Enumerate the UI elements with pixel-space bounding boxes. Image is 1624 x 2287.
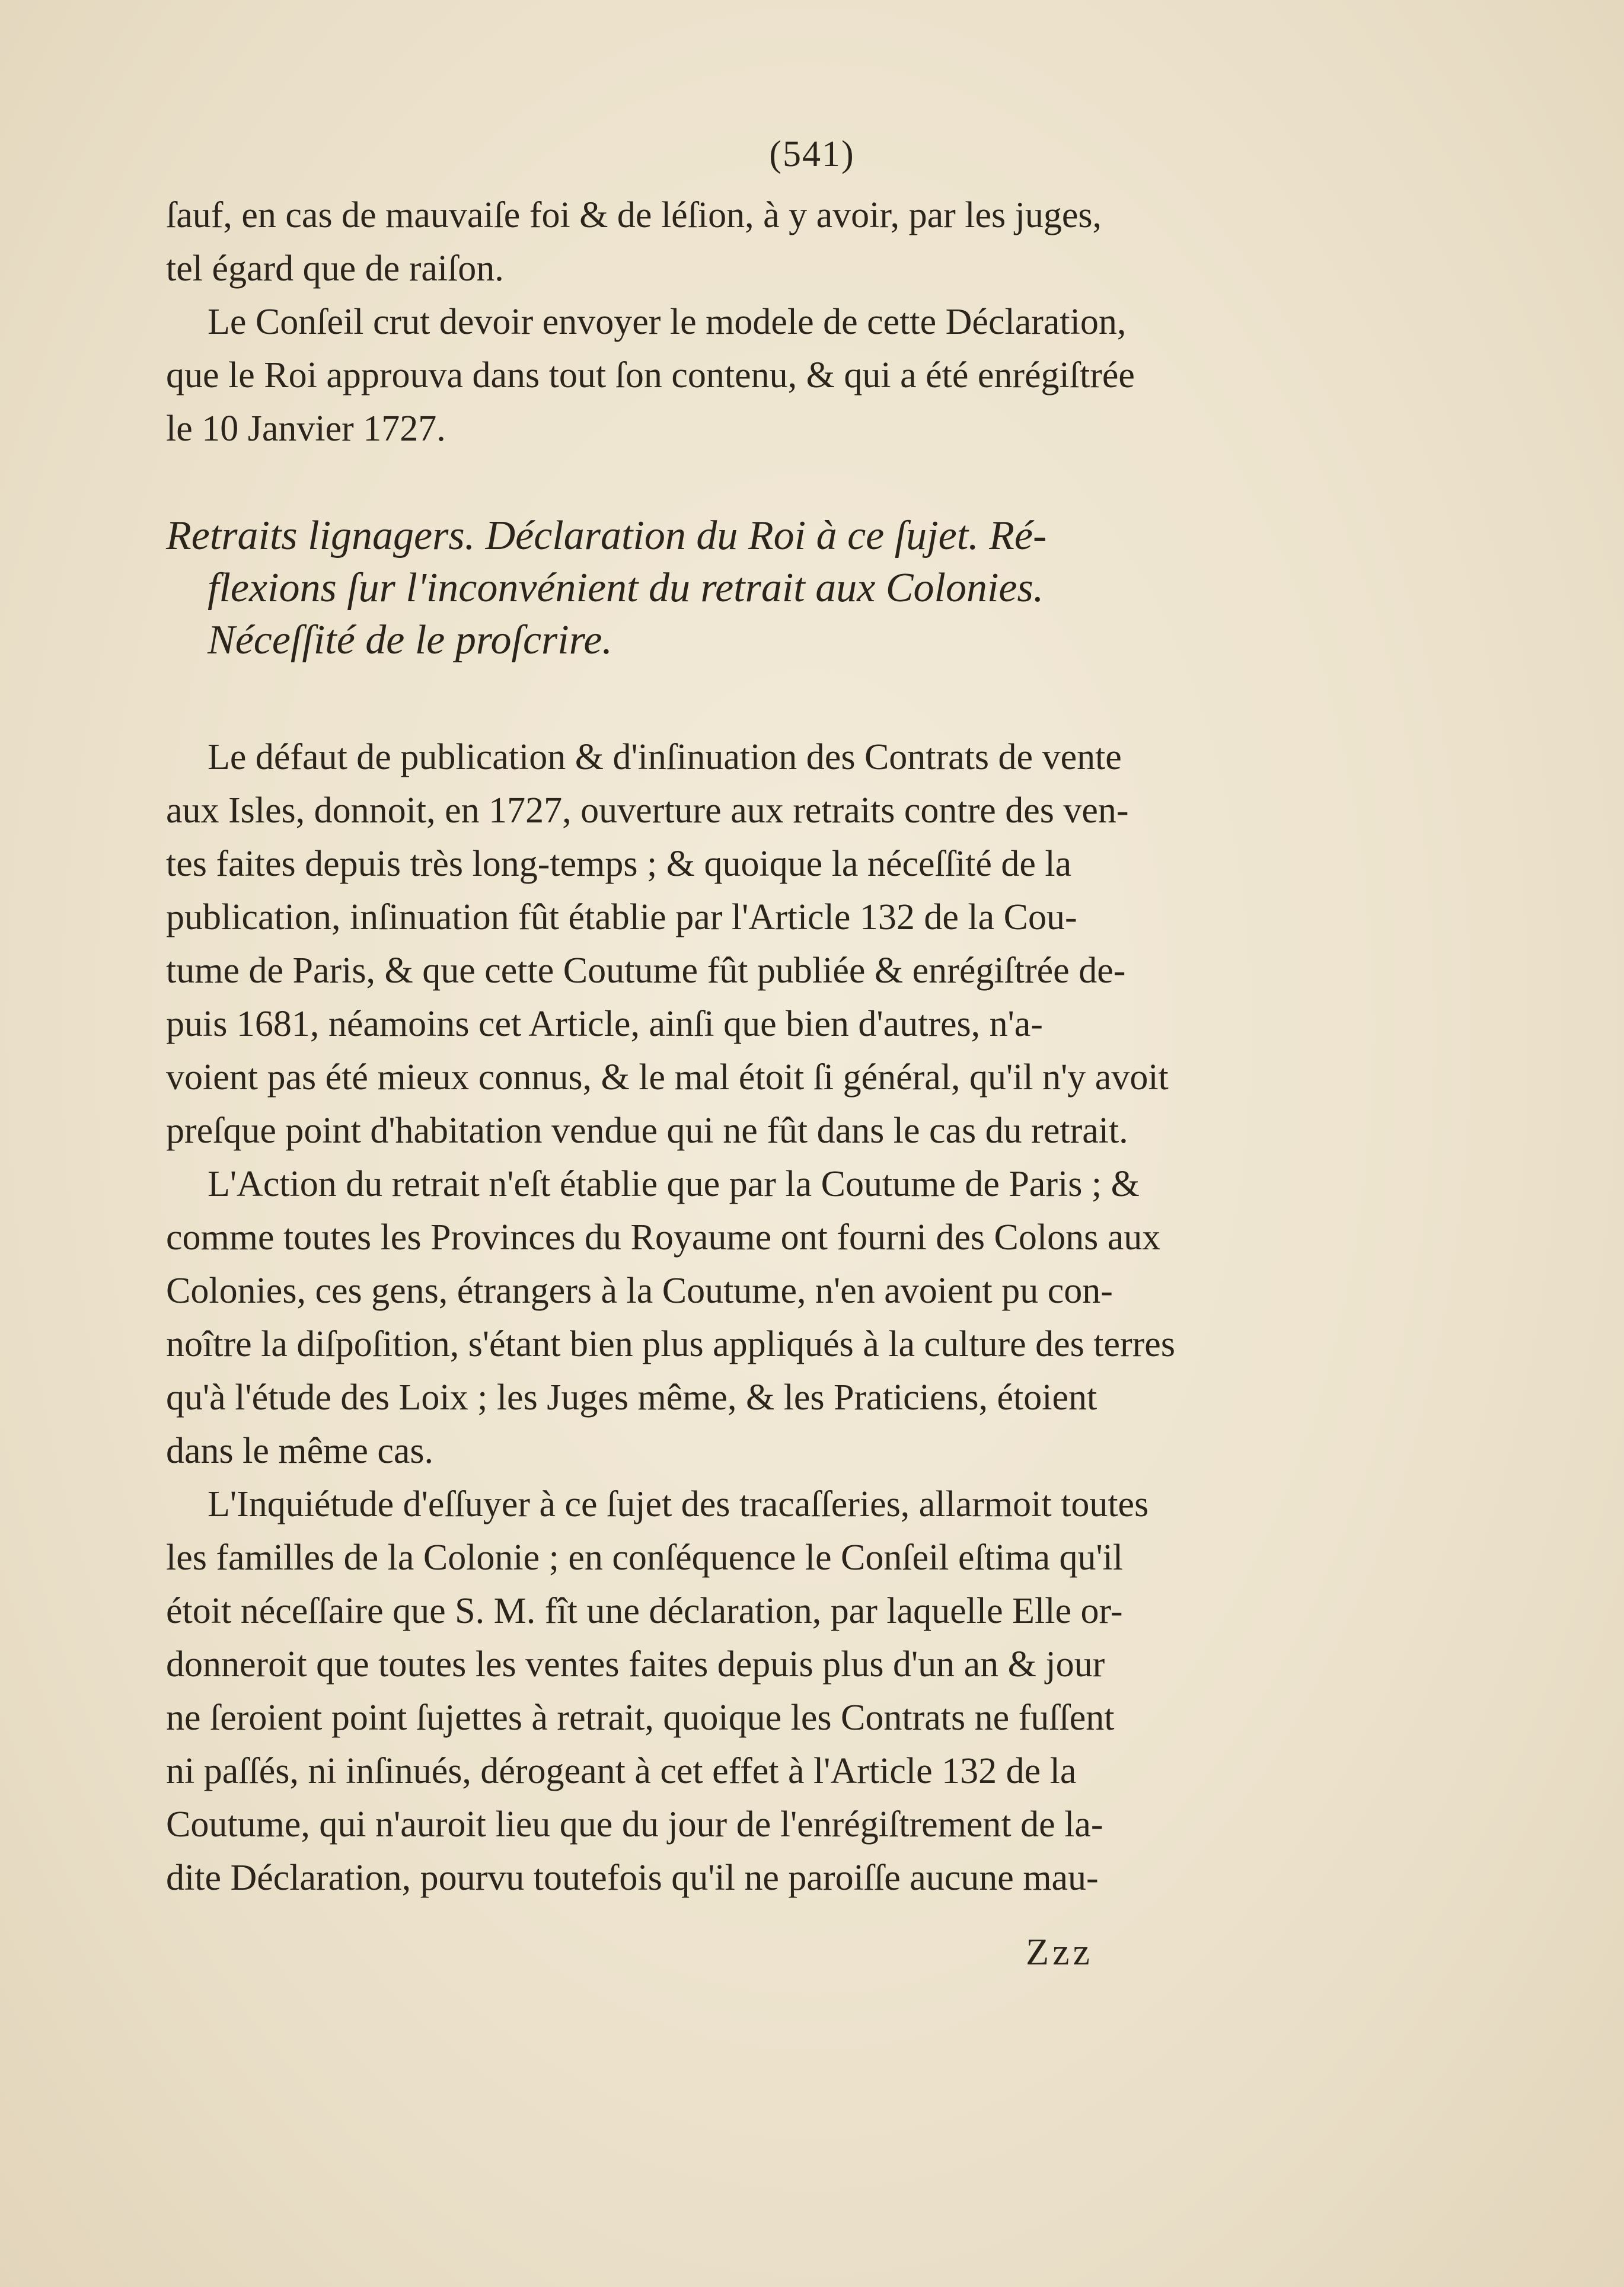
- body-text: [166, 731, 1346, 1905]
- text-line: voient pas été mieux connus, & le mal étoit ſi général, qu'il n'y avoit: [166, 1057, 1169, 1098]
- text-line: Le Conſeil crut devoir envoyer le modele de cette Déclaration,: [208, 302, 1127, 342]
- text-line: les familles de la Colonie ; en conſéquence le Conſeil eſtima qu'il: [166, 1538, 1124, 1578]
- text-line: publication, inſinuation fût établie par l'Article 132 de la Cou-: [166, 897, 1077, 937]
- text-line: ſauf, en cas de mauvaiſe foi & de léſion, à y avoir, par les juges,: [166, 195, 1102, 235]
- intro-paragraph-1: [166, 189, 1346, 295]
- text-line: Coutume, qui n'auroit lieu que du jour de l'enrégiſtrement de la-: [166, 1804, 1103, 1845]
- text-line: puis 1681, néamoins cet Article, ainſi que bien d'autres, n'a-: [166, 1004, 1043, 1044]
- text-line: aux Isles, donnoit, en 1727, ouverture aux retraits contre des ven-: [166, 790, 1129, 831]
- text-line: le 10 Janvier 1727.: [166, 409, 446, 449]
- text-line: ne ſeroient point ſujettes à retrait, quoique les Contrats ne fuſſent: [166, 1698, 1115, 1738]
- intro-text: [166, 189, 1346, 455]
- text-line: tel égard que de raiſon.: [166, 248, 504, 289]
- text-line: L'Action du retrait n'eſt établie que par la Coutume de Paris ; &: [208, 1164, 1140, 1204]
- text-line: Colonies, ces gens, étrangers à la Coutume, n'en avoient pu con-: [166, 1271, 1113, 1311]
- section-heading: [166, 510, 1346, 666]
- body-paragraph-1: [166, 731, 1346, 1157]
- page-number: (541): [769, 134, 855, 174]
- heading-line: Retraits lignagers. Déclaration du Roi à ce ſujet. Ré-: [166, 513, 1047, 559]
- heading-line: flexions ſur l'inconvénient du retrait aux Colonies.: [208, 565, 1044, 611]
- text-line: qu'à l'étude des Loix ; les Juges même, & les Praticiens, étoient: [166, 1377, 1097, 1418]
- body-paragraph-2: [166, 1157, 1346, 1478]
- text-line: dans le même cas.: [166, 1431, 434, 1471]
- text-line: L'Inquiétude d'eſſuyer à ce ſujet des tracaſſeries, allarmoit toutes: [208, 1484, 1149, 1524]
- text-line: noître la diſpoſition, s'étant bien plus appliqués à la culture des terres: [166, 1324, 1175, 1364]
- text-line: ni paſſés, ni inſinués, dérogeant à cet effet à l'Article 132 de la: [166, 1751, 1077, 1791]
- text-line: Le défaut de publication & d'inſinuation des Contrats de vente: [208, 737, 1122, 777]
- text-line: tes faites depuis très long-temps ; & quoique la néceſſité de la: [166, 844, 1072, 884]
- text-line: comme toutes les Provinces du Royaume ont fourni des Colons aux: [166, 1217, 1161, 1258]
- body-paragraph-3: [166, 1478, 1346, 1905]
- text-line: donneroit que toutes les ventes faites depuis plus d'un an & jour: [166, 1644, 1105, 1685]
- text-line: dite Déclaration, pourvu toutefois qu'il ne paroiſſe aucune mau-: [166, 1858, 1099, 1898]
- text-line: tume de Paris, & que cette Coutume fût publiée & enrégiſtrée de-: [166, 950, 1126, 991]
- intro-paragraph-2: [166, 295, 1346, 455]
- heading-line: Néceſſité de le proſcrire.: [208, 617, 612, 663]
- text-line: que le Roi approuva dans tout ſon contenu, & qui a été enrégiſtrée: [166, 355, 1135, 395]
- text-line: étoit néceſſaire que S. M. fît une déclaration, par laquelle Elle or-: [166, 1591, 1123, 1631]
- text-line: preſque point d'habitation vendue qui ne fût dans le cas du retrait.: [166, 1111, 1128, 1151]
- catchword: Zzz: [1026, 1931, 1093, 1973]
